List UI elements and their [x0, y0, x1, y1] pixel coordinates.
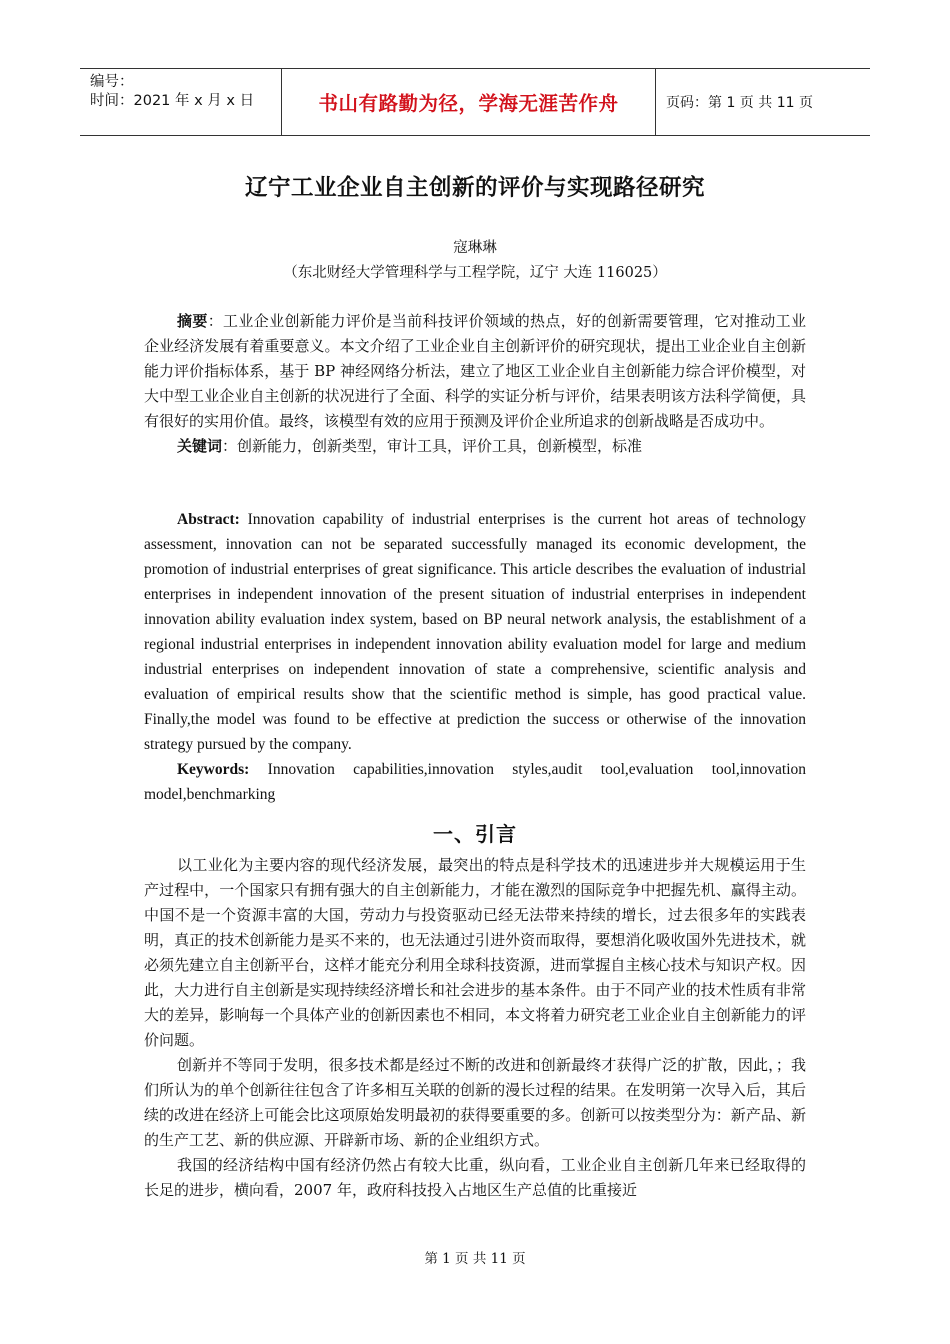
page-footer: 第 1 页 共 11 页: [424, 1251, 526, 1267]
header-page-cell: [656, 69, 870, 135]
keywords-cn-text: ：创新能力，创新类型，审计工具，评价工具，创新模型，标准: [222, 437, 643, 455]
abstract-cn-label: 摘要: [177, 312, 208, 330]
keywords-en-label: Keywords:: [177, 761, 250, 778]
paragraph: 以工业化为主要内容的现代经济发展，最突出的特点是科学技术的迅速进步并大规模运用于生产过程中，一个国家只有拥有强大的自主创新能力，才能在激烈的国际竞争中把握先机、赢得主动。中国不是一个资源丰富的大国，劳动力与投资驱动已经无法带来持续的增长，过去很多年的实践表明，真正的技术创新能力是买不来的，也无法通过引进外资而取得，要想消化吸收国外先进技术，就必须先建立自主创新平台，这样才能充分利用全球科技资源，进而掌握自主核心技术与知识产权。因此，大力进行自主创新是实现持续经济增长和社会进步的基本条件。由于不同产业的技术性质有非常大的差异，影响每一个具体产业的创新因素也不相同，本文将着力研究老工业企业自主创新能力的评价问题。: [144, 856, 806, 1049]
abstract-cn: [144, 309, 806, 459]
serial-label: 编号：: [90, 74, 134, 90]
paragraph: 我国的经济结构中国有经济仍然占有较大比重，纵向看，工业企业自主创新几年来已经取得的长足的进步，横向看，2007 年，政府科技投入占地区生产总值的比重接近: [144, 1156, 806, 1199]
motto: 书山有路勤为径，学海无涯苦作舟: [318, 92, 619, 115]
abstract-en-label: Abstract:: [177, 511, 240, 528]
keywords-en-text: Innovation capabilities,innovation styles,audit tool,evaluation tool,innovation model,benchmarking: [144, 761, 806, 803]
keywords-cn-label: 关键词: [177, 437, 223, 455]
header-motto-cell: [282, 69, 656, 135]
abstract-en-text: Innovation capability of industrial enterprises is the current hot areas of technology assessment, innovation can not be separated successfully managed its economic development, the promotion of industrial enterprises of great significance. This article describes the evaluation of industrial enterprises in independent innovation of the present situation of industrial enterprises in independent innovation ability evaluation index system, based on BP neural network analysis, the establishment of a regional industrial enterprises in independent innovation ability evaluation model for large and medium industrial enterprises on independent innovation of state a comprehensive, scientific analysis and evaluation of empirical results show that the scientific method is simple, has good practical value. Finally,the model was found to be effective at prediction the success or otherwise of the innovation strategy pursued by the company.: [144, 511, 806, 753]
abstract-en: [144, 507, 806, 807]
author: 寇琳琳: [453, 240, 497, 256]
affiliation: （东北财经大学管理科学与工程学院，辽宁 大连 116025）: [283, 265, 667, 281]
section-heading: 一、引言: [433, 822, 517, 846]
paragraph: 创新并不等同于发明，很多技术都是经过不断的改进和创新最终才获得广泛的扩散，因此，；我们所认为的单个创新往往包含了许多相互关联的创新的漫长过程的结果。在发明第一次导入后，其后续的改进在经济上可能会比这项原始发明最初的获得要重要的多。创新可以按类型分为：新产品、新的生产工艺、新的供应源、开辟新市场、新的企业组织方式。: [144, 1056, 806, 1149]
header-table: [80, 68, 870, 136]
page-info: 页码：第 1 页 共 11 页: [666, 95, 813, 111]
paper-title: 辽宁工业企业自主创新的评价与实现路径研究: [244, 175, 705, 201]
abstract-cn-text: ：工业企业创新能力评价是当前科技评价领域的热点，好的创新需要管理，它对推动工业企业经济发展有着重要意义。本文介绍了工业企业自主创新评价的研究现状，提出工业企业自主创新能力评价指标体系，基于 BP 神经网络分析法，建立了地区工业企业自主创新能力综合评价模型，对大中型工业企业自主创新的状况进行了全面、科学的实证分析与评价，结果表明该方法科学简便，具有很好的实用价值。最终，该模型有效的应用于预测及评价企业所追求的创新战略是否成功中。: [144, 312, 806, 430]
date-label: 时间：2021 年 x 月 x 日: [90, 93, 255, 109]
section-body: [144, 853, 806, 1203]
header-meta-cell: [80, 69, 282, 135]
